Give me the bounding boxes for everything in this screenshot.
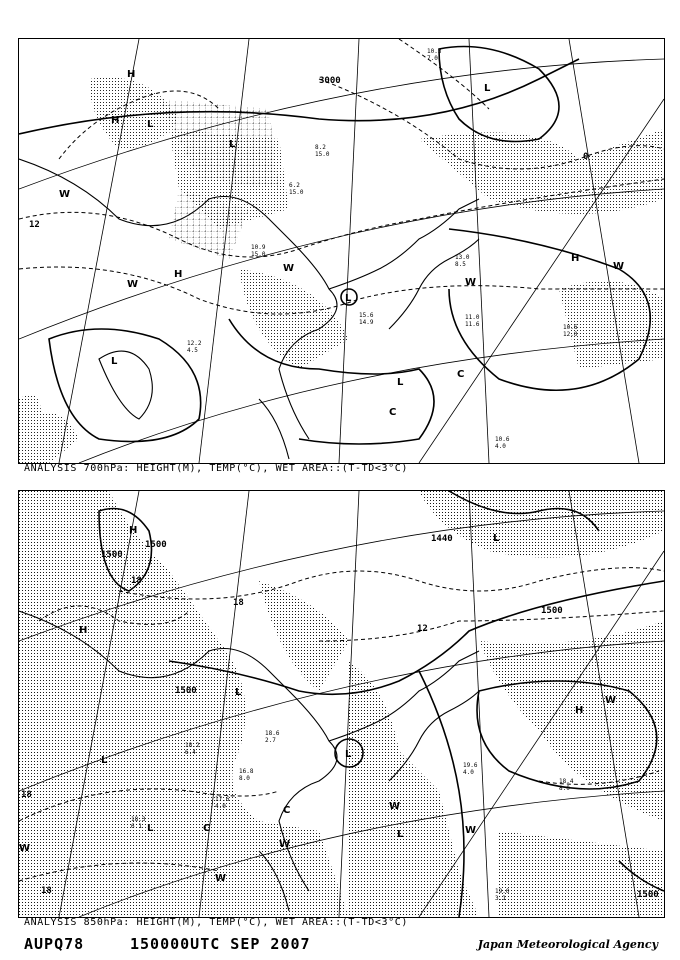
station-dewpoint: 2.7 <box>265 737 276 744</box>
station-dewpoint: 8.0 <box>239 775 250 782</box>
station-temp: 19.6 <box>463 762 478 769</box>
station-plot <box>315 144 330 158</box>
station-temp: 17.6 <box>215 796 230 803</box>
high-label: H <box>79 625 88 636</box>
station-temp: 10.6 <box>495 436 510 443</box>
height-contour-label: 1500 <box>145 540 167 550</box>
low-label: L <box>101 755 108 766</box>
station-temp: 12.2 <box>187 340 202 347</box>
station-temp: 16.8 <box>239 768 254 775</box>
warm-label: W <box>59 189 71 200</box>
station-dewpoint: 15.0 <box>289 189 304 196</box>
station-dewpoint: 4.0 <box>495 443 506 450</box>
isotherm-label: 12 <box>29 220 40 230</box>
wet-grid-700 <box>159 99 279 259</box>
warm-label: W <box>605 695 617 706</box>
low-label: L <box>397 377 404 388</box>
warm-label: W <box>389 801 401 812</box>
station-plot <box>563 324 578 338</box>
warm-label: W <box>613 261 625 272</box>
warm-label: W <box>279 839 291 850</box>
station-dewpoint: 4.5 <box>187 347 198 354</box>
low-label: L <box>345 749 352 760</box>
station-dewpoint: 3.1 <box>495 895 506 902</box>
isotherm-label: 12 <box>417 624 428 634</box>
station-temp: 10.6 <box>563 324 578 331</box>
low-label: L <box>235 687 242 698</box>
low-label: L <box>484 83 491 94</box>
station-plot <box>239 768 254 782</box>
isotherm-label: 18 <box>21 790 32 800</box>
station-dewpoint: 6.4 <box>185 749 196 756</box>
high-label: H <box>575 705 584 716</box>
station-plot <box>187 340 202 354</box>
station-dewpoint: 4.0 <box>215 803 226 810</box>
height-contour-label: 1500 <box>101 550 123 560</box>
station-plot <box>289 182 304 196</box>
height-contour-label: 1500 <box>541 606 563 616</box>
station-temp: 6.2 <box>289 182 300 189</box>
station-plot <box>465 314 480 328</box>
station-dewpoint: 8.0 <box>559 785 570 792</box>
caption-700hpa: ANALYSIS 700hPa: HEIGHT(M), TEMP(°C), WET AREA::(T-TD<3°C) <box>24 463 408 474</box>
height-contour-label: 3000 <box>319 76 341 86</box>
station-temp: 18.3 <box>131 816 146 823</box>
low-label: L <box>147 823 154 834</box>
station-plot <box>463 762 478 776</box>
high-label: H <box>111 115 120 126</box>
high-label: H <box>571 253 580 264</box>
warm-label: W <box>283 263 295 274</box>
low-label: L <box>147 119 154 130</box>
high-label: H <box>127 69 136 80</box>
station-dewpoint: 7.0 <box>427 55 438 62</box>
height-contour-label: 1440 <box>431 534 453 544</box>
station-temp: 10.9 <box>251 244 266 251</box>
station-dewpoint: 8.5 <box>455 261 466 268</box>
map-850hpa <box>19 491 664 917</box>
station-temp: 8.2 <box>315 144 326 151</box>
agency-credit: Japan Meteorological Agency <box>477 938 658 951</box>
station-plot <box>455 254 470 268</box>
station-dewpoint: 15.0 <box>251 251 266 258</box>
station-temp: 13.0 <box>455 254 470 261</box>
cold-label: C <box>457 369 465 380</box>
station-plot <box>495 436 510 450</box>
cold-label: C <box>203 823 211 834</box>
cold-label: C <box>389 407 397 418</box>
station-temp: 19.0 <box>495 888 510 895</box>
isotherm-label: 18 <box>131 576 142 586</box>
station-dewpoint: 12.0 <box>563 331 578 338</box>
station-dewpoint: 15.0 <box>315 151 330 158</box>
warm-label: W <box>465 277 477 288</box>
map-panel-700hpa <box>18 38 665 464</box>
caption-850hpa: ANALYSIS 850hPa: HEIGHT(M), TEMP(°C), WET AREA::(T-TD<3°C) <box>24 917 408 928</box>
isotherm-label: 0 <box>583 152 589 162</box>
map-panel-850hpa <box>18 490 665 918</box>
station-temp: 15.6 <box>359 312 374 319</box>
cold-label: C <box>283 805 291 816</box>
station-plot <box>265 730 280 744</box>
station-plot <box>251 244 266 258</box>
warm-label: W <box>19 843 31 854</box>
low-label: L <box>229 139 236 150</box>
isotherm-label: 18 <box>233 598 244 608</box>
station-temp: 18.2 <box>185 742 200 749</box>
low-label: L <box>397 829 404 840</box>
isotherm-label: 18 <box>41 886 52 896</box>
station-dewpoint: 6.1 <box>131 823 142 830</box>
height-contour-label: 1500 <box>175 686 197 696</box>
warm-label: W <box>215 873 227 884</box>
station-temp: 10.3 <box>427 48 442 55</box>
station-plot <box>359 312 374 326</box>
station-plot <box>559 778 574 792</box>
valid-time: 150000UTC SEP 2007 <box>130 935 311 953</box>
low-label: L <box>493 533 500 544</box>
low-label: L <box>345 293 352 304</box>
height-contour-label: 1500 <box>637 890 659 900</box>
warm-label: W <box>127 279 139 290</box>
warm-label: W <box>465 825 477 836</box>
high-label: H <box>174 269 183 280</box>
station-dewpoint: 4.0 <box>463 769 474 776</box>
station-temp: 11.0 <box>465 314 480 321</box>
chart-id: AUPQ78 <box>24 935 85 953</box>
high-label: H <box>129 525 138 536</box>
station-temp: 18.4 <box>559 778 574 785</box>
station-dewpoint: 14.9 <box>359 319 374 326</box>
station-dewpoint: 11.6 <box>465 321 480 328</box>
map-700hpa <box>19 39 664 463</box>
low-label: L <box>111 356 118 367</box>
station-temp: 18.6 <box>265 730 280 737</box>
